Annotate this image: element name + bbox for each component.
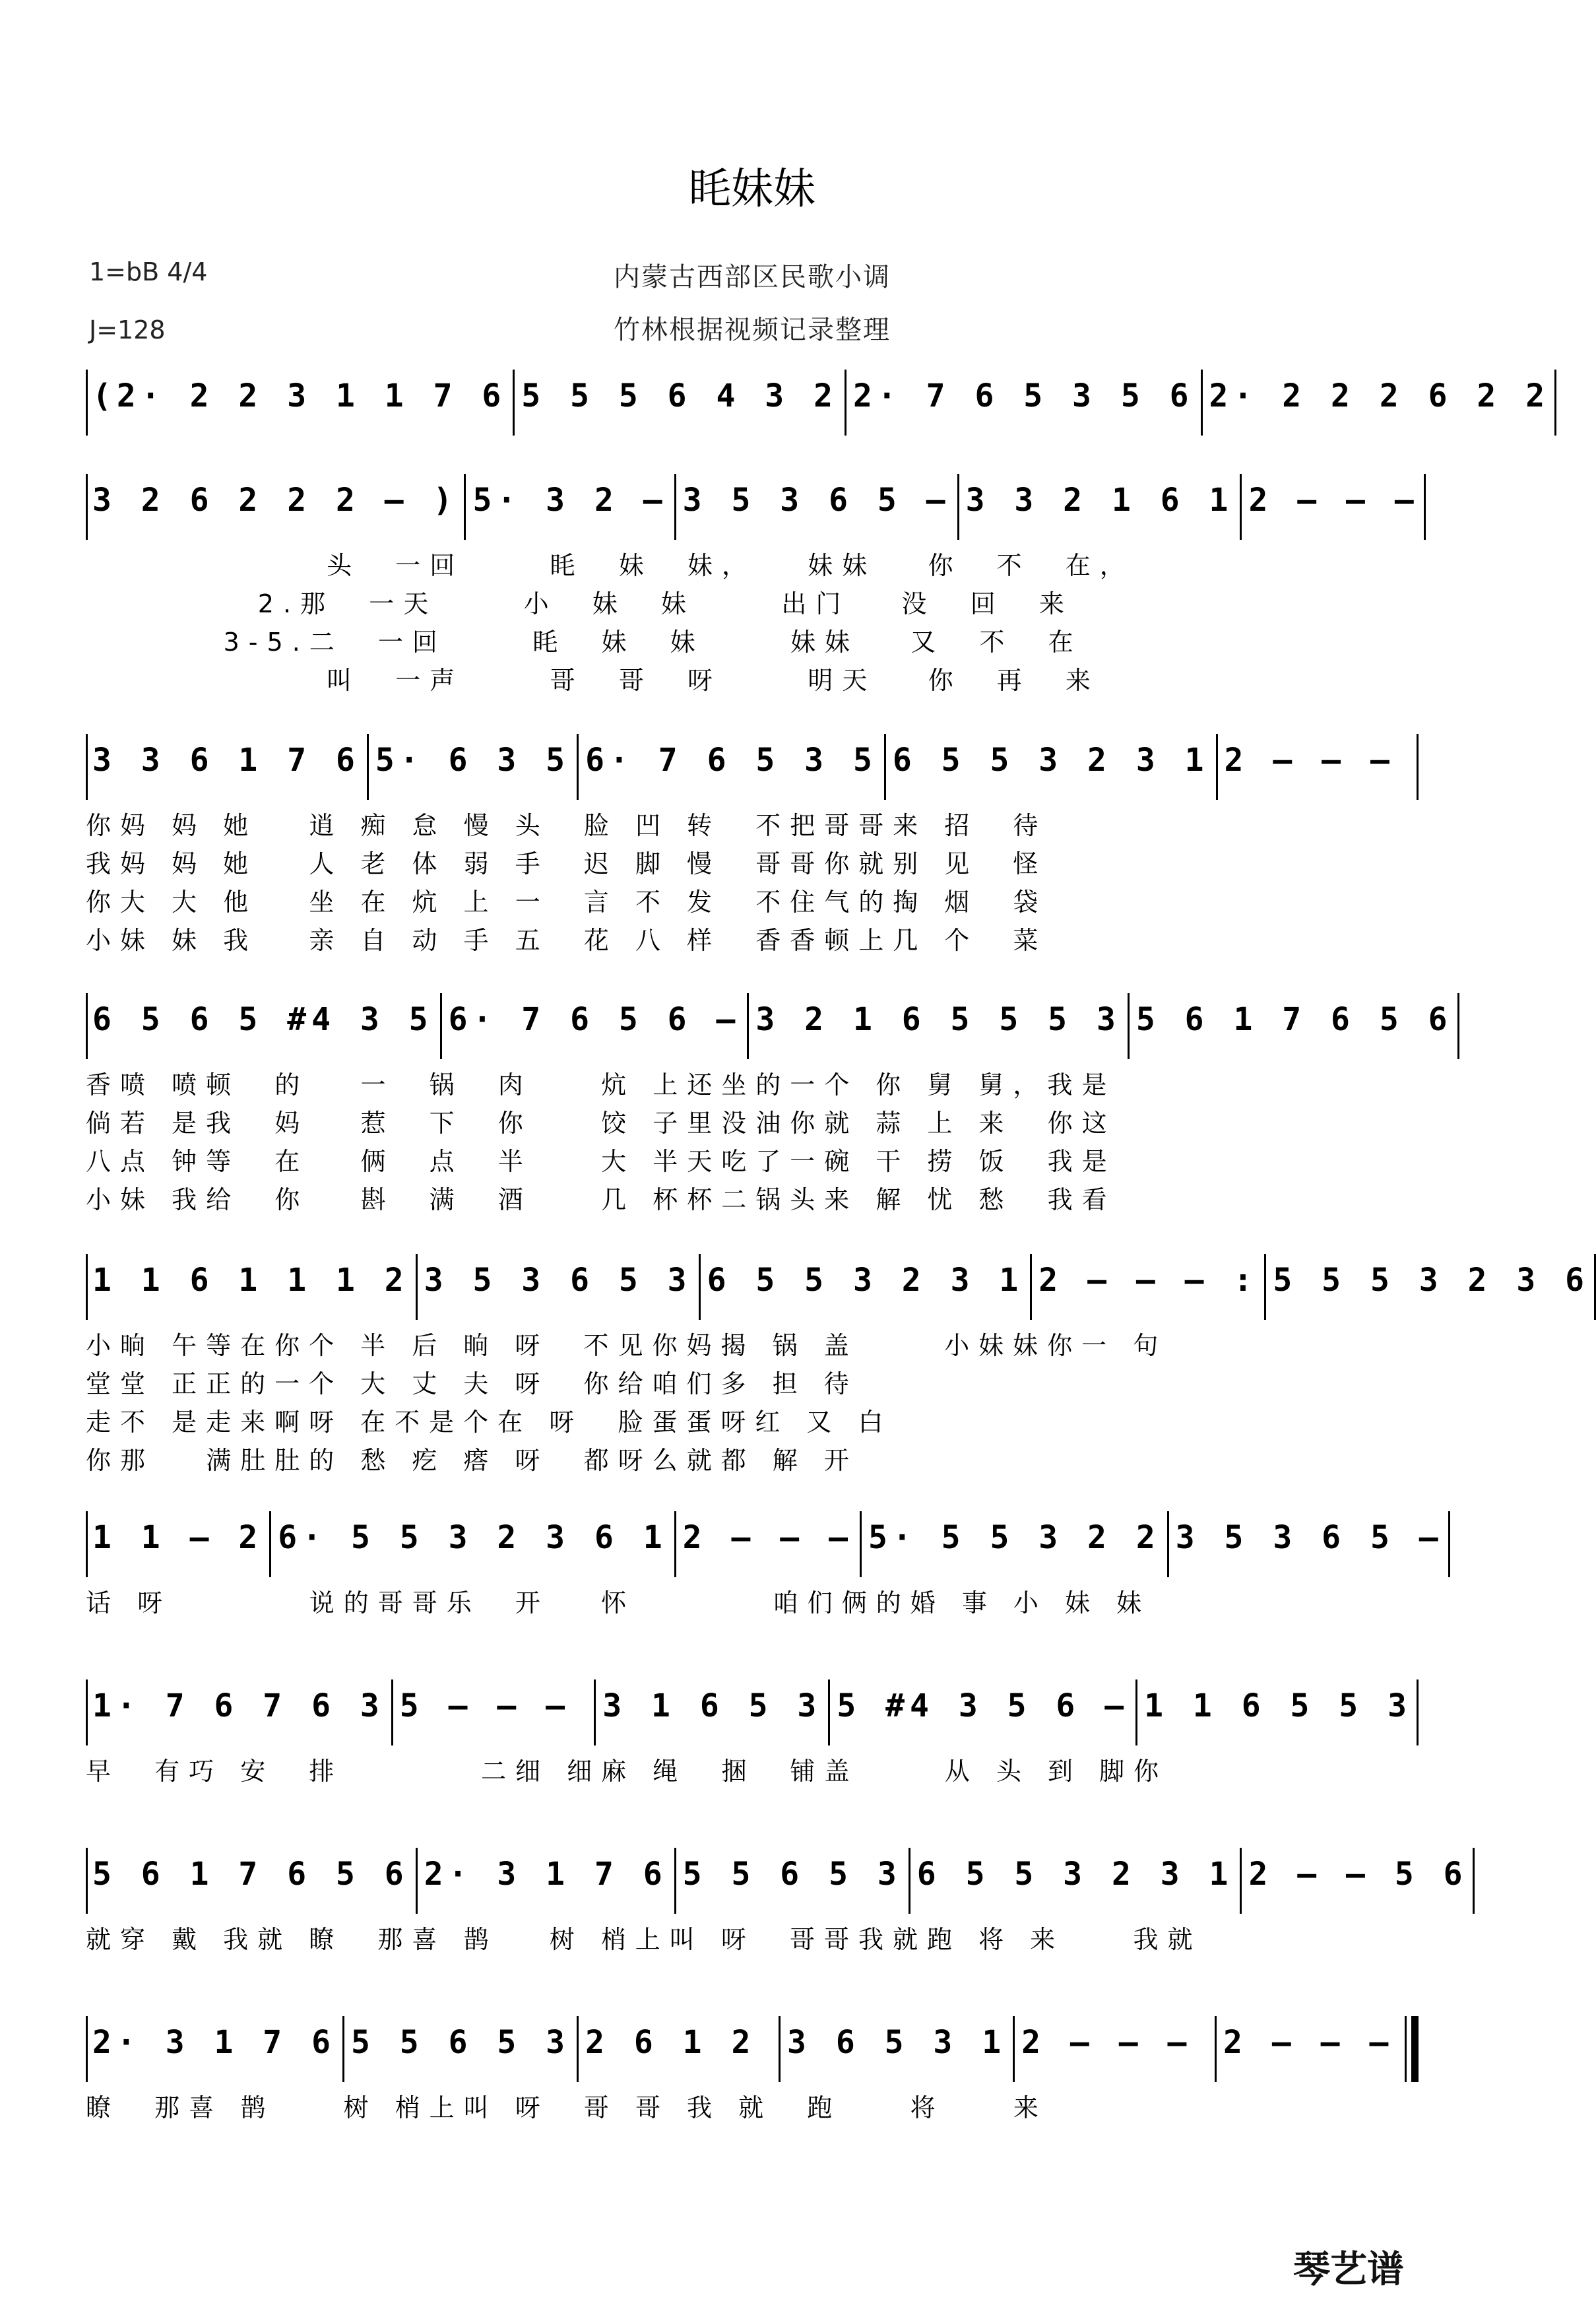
measure-notes: 6· 7 6 5 6 –	[448, 1001, 741, 1038]
lyric-line: 香喷 喷顿 的 一 锅 肉 炕 上还坐的一个 你 舅 舅，我是	[86, 1070, 1116, 1099]
measure-notes: 3 6 5 3 1	[787, 2024, 1007, 2061]
measure	[749, 993, 1129, 1059]
measure	[959, 474, 1242, 540]
measure	[271, 1511, 676, 1577]
lyric-line: 小晌 午等在你个 半 后 晌 呀 不见你妈揭 锅 盖 小妹妹你一 句	[86, 1331, 1168, 1360]
measure-notes: 2 – – – :	[1038, 1262, 1258, 1299]
measure-notes: 6 5 5 3 2 3 1	[892, 742, 1209, 779]
measure-notes: 1 1 6 5 5 3	[1144, 1687, 1412, 1724]
measure	[701, 1254, 1033, 1320]
measure	[676, 1848, 910, 1914]
measure	[579, 2016, 781, 2082]
measure	[418, 1848, 676, 1914]
lyrics-block	[86, 1326, 1419, 1480]
score-row	[86, 1848, 1468, 1954]
score-row	[86, 734, 1419, 955]
key-signature: 1=bB 4/4	[89, 257, 208, 286]
measure-notes: 5 – – –	[399, 1687, 571, 1724]
measure-notes: 2 – – 5 6	[1248, 1856, 1468, 1893]
lyric-line: 2.那 一天 小 妹 妹 出门 没 回 来	[86, 589, 1073, 618]
measure-notes: 5 5 5 3 2 3 6	[1273, 1262, 1590, 1299]
measure	[1130, 993, 1459, 1059]
measure-notes: 2 – – –	[682, 1519, 853, 1556]
measure-notes: 5 6 1 7 6 5 6	[1135, 1001, 1453, 1038]
measure-notes: 2 6 1 2	[585, 2024, 756, 2061]
lyric-line: 堂堂 正正的一个 大 丈 夫 呀 你给咱们多 担 待	[86, 1369, 858, 1398]
measure	[862, 1511, 1169, 1577]
staff	[86, 734, 1419, 806]
measure	[596, 1679, 830, 1745]
measure-notes: 2· 2 2 2 6 2 2	[1209, 377, 1550, 414]
measure	[1242, 1848, 1474, 1914]
lyric-line: 3-5.二 一回 眊 妹 妹 妹妹 又 不 在	[86, 628, 1083, 657]
lyric-line: 叫 一声 哥 哥 呀 明天 你 再 来	[86, 666, 1100, 695]
measure-notes: 5· 3 2 –	[472, 482, 668, 519]
measure-notes: 5· 5 5 3 2 2	[868, 1519, 1161, 1556]
measure-notes: 2· 3 1 7 6	[424, 1856, 668, 1893]
measure	[781, 2016, 1015, 2082]
arranger-credit: 竹林根据视频记录整理	[614, 315, 891, 345]
measure	[676, 1511, 862, 1577]
measure-notes: 3 2 1 6 5 5 5 3	[755, 1001, 1121, 1038]
measure-notes: 2· 7 6 5 3 5 6	[852, 377, 1194, 414]
measure-notes: 3 1 6 5 3	[602, 1687, 822, 1724]
measure-notes: 5 5 5 6 4 3 2	[521, 377, 838, 414]
lyrics-block	[86, 806, 1419, 960]
measure	[86, 1254, 418, 1320]
measure-notes: 6 5 5 3 2 3 1	[707, 1262, 1024, 1299]
measure	[1015, 2016, 1217, 2082]
score-row	[86, 474, 1419, 695]
measure-notes: 6 5 6 5 #4 3 5	[92, 1001, 433, 1038]
measure-notes: 2 – – –	[1224, 742, 1395, 779]
measure-notes: 5· 6 3 5	[375, 742, 571, 779]
site-logo: 琴艺谱	[1293, 2248, 1404, 2291]
staff	[86, 1511, 1444, 1584]
lyric-line: 瞭 那喜 鹊 树 梢上叫 呀 哥 哥 我 就 跑 将 来	[86, 2093, 1048, 2122]
genre-subtitle: 内蒙古西部区民歌小调	[614, 262, 891, 292]
song-title: 眊妹妹	[689, 165, 815, 214]
measure	[86, 734, 369, 800]
measure	[1242, 474, 1425, 540]
measure	[393, 1679, 596, 1745]
staff	[86, 2016, 1419, 2089]
measure-notes: 6 5 5 3 2 3 1	[916, 1856, 1234, 1893]
measure-notes: 3 2 6 2 2 2 – )	[92, 482, 458, 519]
measure	[676, 474, 959, 540]
measure	[846, 370, 1203, 436]
measure-notes: 5 6 1 7 6 5 6	[92, 1856, 409, 1893]
measure-notes: 1 1 6 1 1 1 2	[92, 1262, 409, 1299]
staff	[86, 370, 1550, 442]
measure-notes: 2· 3 1 7 6	[92, 2024, 336, 2061]
measure	[1169, 1511, 1450, 1577]
lyrics-block	[86, 1752, 1419, 1790]
lyric-line: 就穿 戴 我就 瞭 那喜 鹊 树 梢上叫 呀 哥哥我就跑 将 来 我就	[86, 1925, 1202, 1954]
measure-notes: 3 5 3 6 5 3	[424, 1262, 692, 1299]
measure	[1137, 1679, 1419, 1745]
measure-notes: 6· 7 6 5 3 5	[585, 742, 878, 779]
measure	[466, 474, 676, 540]
score-row	[86, 2016, 1419, 2122]
lyric-line: 话 呀 说的哥哥乐 开 怀 咱们俩的婚 事 小 妹 妹	[86, 1588, 1151, 1617]
measure-notes: 5 5 6 5 3	[682, 1856, 902, 1893]
score-row	[86, 1511, 1444, 1617]
staff	[86, 1848, 1468, 1920]
measure-notes: 3 5 3 6 5 –	[682, 482, 951, 519]
measure	[1218, 734, 1419, 800]
measure	[344, 2016, 579, 2082]
lyrics-block	[86, 1920, 1419, 1959]
measure	[910, 1848, 1242, 1914]
lyric-line: 早 有巧 安 排 二细 细麻 绳 捆 铺盖 从 头 到 脚你	[86, 1757, 1168, 1786]
measure-notes: 5 5 6 5 3	[350, 2024, 571, 2061]
measure-notes: 6· 5 5 3 2 3 6 1	[278, 1519, 668, 1556]
measure	[830, 1679, 1137, 1745]
measure	[86, 993, 442, 1059]
measure	[86, 474, 466, 540]
measure	[1266, 1254, 1596, 1320]
lyric-line: 你大 大 他 坐 在 炕 上 一 言 不 发 不住气的掏 烟 袋	[86, 888, 1048, 917]
measure-notes: 2 – – –	[1248, 482, 1419, 519]
lyric-line: 小妹 妹 我 亲 自 动 手 五 花 八 样 香香顿上几 个 菜	[86, 926, 1048, 955]
score-row	[86, 1254, 1590, 1475]
lyric-line: 走不 是走来啊呀 在不是个在 呀 脸蛋蛋呀红 又 白	[86, 1408, 893, 1437]
lyric-line: 小妹 我给 你 斟 满 酒 几 杯杯二锅头来 解 忧 愁 我看	[86, 1185, 1116, 1214]
measure-notes: 3 3 6 1 7 6	[92, 742, 360, 779]
lyric-line: 我妈 妈 她 人 老 体 弱 手 迟 脚 慢 哥哥你就别 见 怪	[86, 849, 1048, 878]
measure-notes: 3 5 3 6 5 –	[1175, 1519, 1444, 1556]
measure-notes: (2· 2 2 3 1 1 7 6	[92, 377, 507, 414]
lyrics-block	[86, 1584, 1419, 1622]
staff	[86, 993, 1453, 1066]
lyric-line: 你妈 妈 她 逍 痴 怠 慢 头 脸 凹 转 不把哥哥来 招 待	[86, 811, 1048, 840]
measure	[1032, 1254, 1266, 1320]
lyric-line: 你那 满肚肚的 愁 疙 瘩 呀 都呀么就都 解 开	[86, 1446, 858, 1475]
measure	[86, 1679, 393, 1745]
measure-notes: 2 – – –	[1223, 2024, 1394, 2061]
staff	[86, 1679, 1419, 1752]
score-row	[86, 370, 1550, 442]
lyrics-block	[86, 2089, 1419, 2127]
measure-notes: 1 1 – 2	[92, 1519, 263, 1556]
measure-notes: 3 3 2 1 6 1	[965, 482, 1234, 519]
measure	[1203, 370, 1557, 436]
lyric-line: 头 一回 眊 妹 妹， 妹妹 你 不 在，	[86, 551, 1134, 580]
measure-notes: 2 – – –	[1021, 2024, 1192, 2061]
measure	[418, 1254, 701, 1320]
measure	[369, 734, 579, 800]
staff	[86, 1254, 1590, 1326]
measure	[1217, 2016, 1419, 2082]
lyric-line: 八点 钟等 在 俩 点 半 大 半天吃了一碗 干 捞 饭 我是	[86, 1147, 1116, 1176]
lyrics-block	[86, 1066, 1419, 1219]
measure	[515, 370, 846, 436]
measure	[442, 993, 750, 1059]
measure	[86, 1848, 418, 1914]
lyric-line: 倘若 是我 妈 惹 下 你 饺 子里没油你就 蒜 上 来 你这	[86, 1109, 1116, 1138]
measure-notes: 5 #4 3 5 6 –	[837, 1687, 1130, 1724]
measure	[886, 734, 1218, 800]
measure	[86, 370, 515, 436]
score-row	[86, 1679, 1419, 1786]
measure	[86, 1511, 271, 1577]
lyrics-block	[86, 546, 1419, 700]
measure	[579, 734, 886, 800]
measure	[86, 2016, 344, 2082]
measure-notes: 1· 7 6 7 6 3	[92, 1687, 385, 1724]
tempo-marking: J=128	[89, 315, 166, 344]
score-row	[86, 993, 1453, 1214]
staff	[86, 474, 1419, 546]
